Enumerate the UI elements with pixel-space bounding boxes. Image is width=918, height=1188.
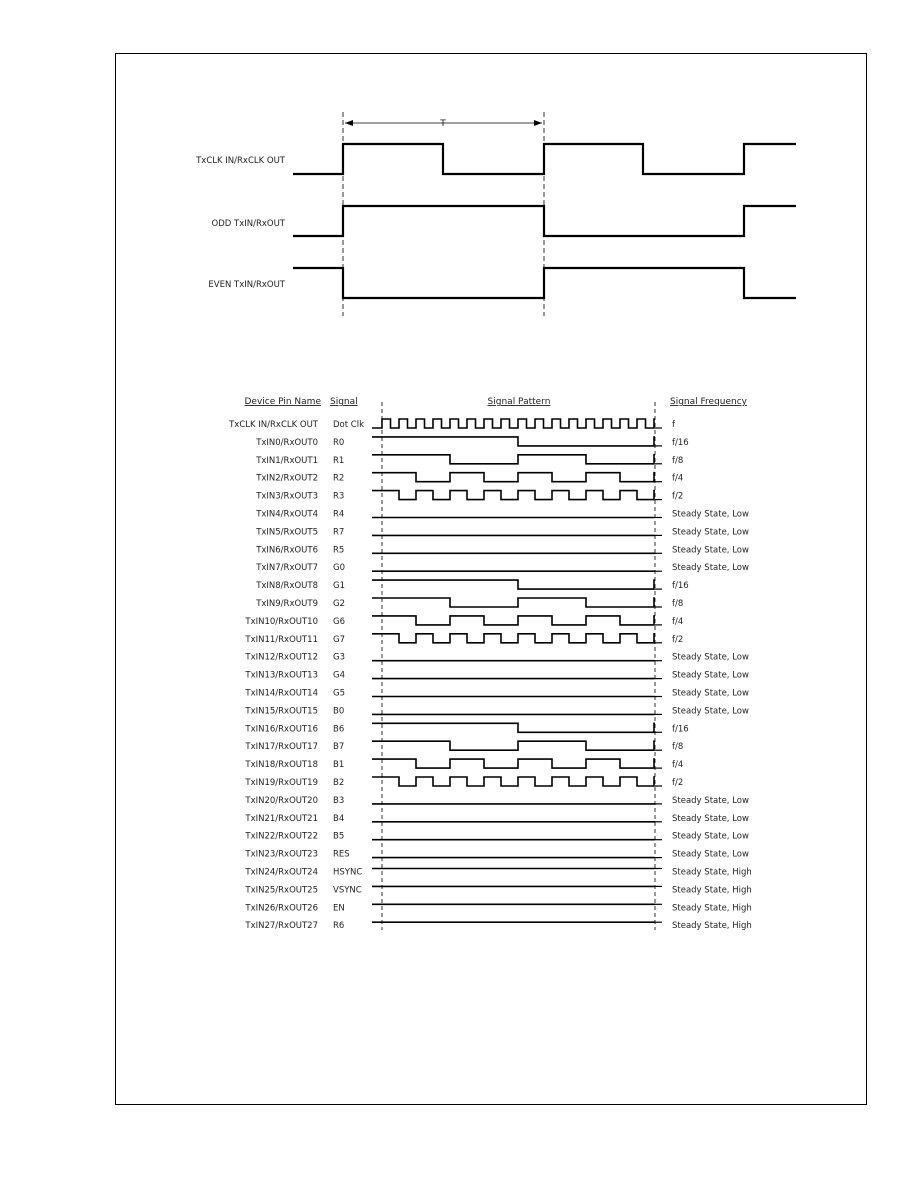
pin-name: TxIN27/RxOUT27	[245, 921, 318, 932]
pattern-row	[244, 759, 683, 770]
signal-waveform	[372, 455, 655, 464]
signal-waveform	[372, 437, 655, 446]
pin-name: TxIN14/RxOUT14	[245, 688, 318, 699]
signal-waveform	[372, 616, 655, 625]
pin-name: TxIN21/RxOUT21	[245, 813, 318, 824]
signal-waveform	[372, 580, 655, 589]
header-signal-frequency: Signal Frequency	[670, 397, 748, 407]
signal-frequency: f/2	[672, 634, 684, 645]
pattern-row	[244, 832, 749, 842]
signal-name: B3	[333, 795, 345, 806]
pin-name: TxIN8/RxOUT8	[256, 581, 318, 592]
signal-frequency: Steady State, High	[672, 885, 752, 896]
pin-name: TxIN20/RxOUT20	[245, 795, 318, 806]
pin-name: TxIN13/RxOUT13	[245, 670, 318, 681]
pin-name: TxIN7/RxOUT7	[256, 563, 318, 574]
period-arrowhead-right	[534, 120, 542, 126]
signal-waveform	[372, 634, 655, 643]
signal-frequency: Steady State, High	[672, 921, 752, 932]
pattern-row	[244, 634, 683, 645]
pattern-row	[244, 796, 749, 806]
pin-name: TxIN18/RxOUT18	[245, 760, 318, 771]
signal-waveform	[372, 723, 655, 732]
signal-name: B6	[333, 724, 345, 735]
signal-frequency: f/8	[672, 742, 684, 753]
signal-name: G4	[333, 670, 345, 681]
signal-name: B1	[333, 760, 345, 771]
signal-name: R4	[333, 509, 345, 520]
pin-name: TxIN9/RxOUT9	[256, 599, 318, 609]
pin-name: TxIN5/RxOUT5	[256, 527, 318, 538]
pin-name: TxIN2/RxOUT2	[256, 473, 318, 484]
signal-name: HSYNC	[333, 867, 363, 878]
period-arrowhead-left	[345, 120, 353, 126]
top-waveform-even	[293, 268, 796, 298]
top-signal-label-clock: TxCLK IN/RxCLK OUT	[196, 156, 285, 166]
pin-name: TxIN23/RxOUT23	[245, 849, 318, 860]
signal-waveform	[372, 759, 655, 768]
signal-frequency: f/8	[672, 599, 684, 609]
signal-frequency: f/16	[672, 581, 689, 592]
signal-name: G5	[333, 688, 345, 699]
pin-name: TxCLK IN/RxCLK OUT	[229, 420, 318, 430]
pin-name: TxIN3/RxOUT3	[256, 491, 318, 502]
signal-name: G0	[333, 563, 345, 574]
signal-frequency: f/4	[672, 760, 684, 771]
signal-name: G7	[333, 634, 345, 645]
signal-name: G3	[333, 652, 345, 663]
signal-frequency: Steady State, Low	[672, 527, 749, 538]
signal-name: B0	[333, 706, 345, 717]
pattern-row	[244, 741, 683, 752]
pin-name: TxIN24/RxOUT24	[245, 867, 318, 878]
signal-name: B2	[333, 778, 345, 788]
pattern-row	[244, 903, 751, 913]
pattern-row	[255, 527, 749, 537]
pin-name: TxIN10/RxOUT10	[245, 616, 318, 627]
signal-frequency: Steady State, Low	[672, 849, 749, 860]
pattern-row	[244, 671, 749, 681]
signal-frequency: f/16	[672, 437, 689, 448]
signal-name: G6	[333, 616, 345, 627]
pattern-row	[228, 419, 676, 430]
pattern-row	[255, 545, 749, 555]
pattern-row	[255, 491, 683, 502]
signal-frequency: Steady State, Low	[672, 688, 749, 699]
pin-name: TxIN25/RxOUT25	[245, 885, 318, 896]
signal-frequency: Steady State, Low	[672, 706, 749, 717]
pattern-row	[255, 437, 689, 448]
signal-name: R3	[333, 491, 345, 502]
signal-name: R0	[333, 437, 345, 448]
signal-name: B5	[333, 831, 345, 842]
pin-name: TxIN6/RxOUT6	[256, 545, 318, 556]
signal-pattern-table	[228, 397, 752, 931]
signal-frequency: Steady State, Low	[672, 795, 749, 806]
signal-frequency: Steady State, High	[672, 903, 752, 914]
pattern-row	[244, 616, 683, 627]
pin-name: TxIN0/RxOUT0	[256, 437, 318, 448]
pattern-row	[244, 689, 749, 699]
pattern-row	[255, 473, 683, 484]
pin-name: TxIN22/RxOUT22	[245, 831, 318, 842]
pin-name: TxIN1/RxOUT1	[256, 455, 318, 466]
signal-name: R2	[333, 473, 345, 484]
signal-frequency: Steady State, Low	[672, 545, 749, 556]
signal-frequency: Steady State, Low	[672, 831, 749, 842]
signal-waveform	[372, 741, 655, 750]
signal-frequency: Steady State, Low	[672, 813, 749, 824]
pattern-row	[255, 510, 749, 520]
signal-frequency: f/8	[672, 455, 684, 466]
signal-name: VSYNC	[333, 885, 362, 896]
signal-name: R1	[333, 455, 345, 466]
signal-waveform	[372, 473, 655, 482]
top-signal-label-odd: ODD TxIN/RxOUT	[211, 219, 285, 229]
signal-name: B7	[333, 742, 345, 753]
signal-waveform	[372, 777, 655, 786]
period-label: T	[440, 119, 446, 129]
signal-name: G2	[333, 599, 345, 609]
signal-frequency: f/4	[672, 473, 684, 484]
signal-frequency: Steady State, Low	[672, 670, 749, 681]
header-device-pin-name: Device Pin Name	[244, 397, 321, 407]
signal-name: G1	[333, 581, 345, 592]
pattern-row	[255, 563, 749, 573]
signal-frequency: Steady State, High	[672, 867, 752, 878]
signal-frequency: f/2	[672, 778, 684, 788]
pattern-row	[244, 850, 749, 860]
signal-frequency: Steady State, Low	[672, 652, 749, 663]
pattern-row	[244, 868, 751, 878]
signal-name: RES	[333, 849, 350, 860]
signal-waveform	[372, 491, 655, 500]
pattern-row	[255, 580, 689, 591]
signal-name: Dot Clk	[333, 420, 364, 430]
pin-name: TxIN16/RxOUT16	[245, 724, 318, 735]
pattern-row	[244, 885, 751, 895]
signal-frequency: f/2	[672, 491, 684, 502]
signal-name: EN	[333, 903, 345, 914]
header-signal-pattern: Signal Pattern	[487, 397, 551, 407]
pattern-row	[244, 921, 751, 931]
pin-name: TxIN4/RxOUT4	[256, 509, 318, 520]
signal-frequency: f	[672, 420, 675, 430]
top-signal-label-even: EVEN TxIN/RxOUT	[208, 280, 285, 290]
pin-name: TxIN17/RxOUT17	[245, 742, 318, 753]
signal-name: R5	[333, 545, 345, 556]
pin-name: TxIN19/RxOUT19	[245, 778, 318, 788]
signal-name: B4	[333, 813, 345, 824]
signal-waveform	[372, 598, 655, 607]
pin-name: TxIN11/RxOUT11	[245, 634, 318, 645]
signal-name: R6	[333, 921, 345, 932]
pin-name: TxIN12/RxOUT12	[245, 652, 318, 663]
top-waveform-odd	[293, 206, 796, 236]
pin-name: TxIN15/RxOUT15	[245, 706, 318, 717]
signal-frequency: Steady State, Low	[672, 509, 749, 520]
pattern-row	[244, 814, 749, 824]
pin-name: TxIN26/RxOUT26	[245, 903, 318, 914]
pattern-row	[244, 723, 688, 734]
pattern-row	[255, 455, 683, 466]
signal-frequency: f/4	[672, 616, 684, 627]
clock-phase-diagram	[195, 112, 796, 316]
pattern-rows	[228, 419, 752, 931]
signal-name: R7	[333, 527, 345, 538]
signal-frequency: f/16	[672, 724, 689, 735]
signal-frequency: Steady State, Low	[672, 563, 749, 574]
pattern-row	[255, 598, 683, 609]
pattern-row	[244, 653, 749, 663]
header-signal: Signal	[330, 397, 358, 407]
signal-waveform	[372, 419, 655, 428]
pattern-row	[244, 777, 683, 788]
top-waveform-clock	[293, 144, 796, 174]
pattern-row	[244, 706, 749, 716]
